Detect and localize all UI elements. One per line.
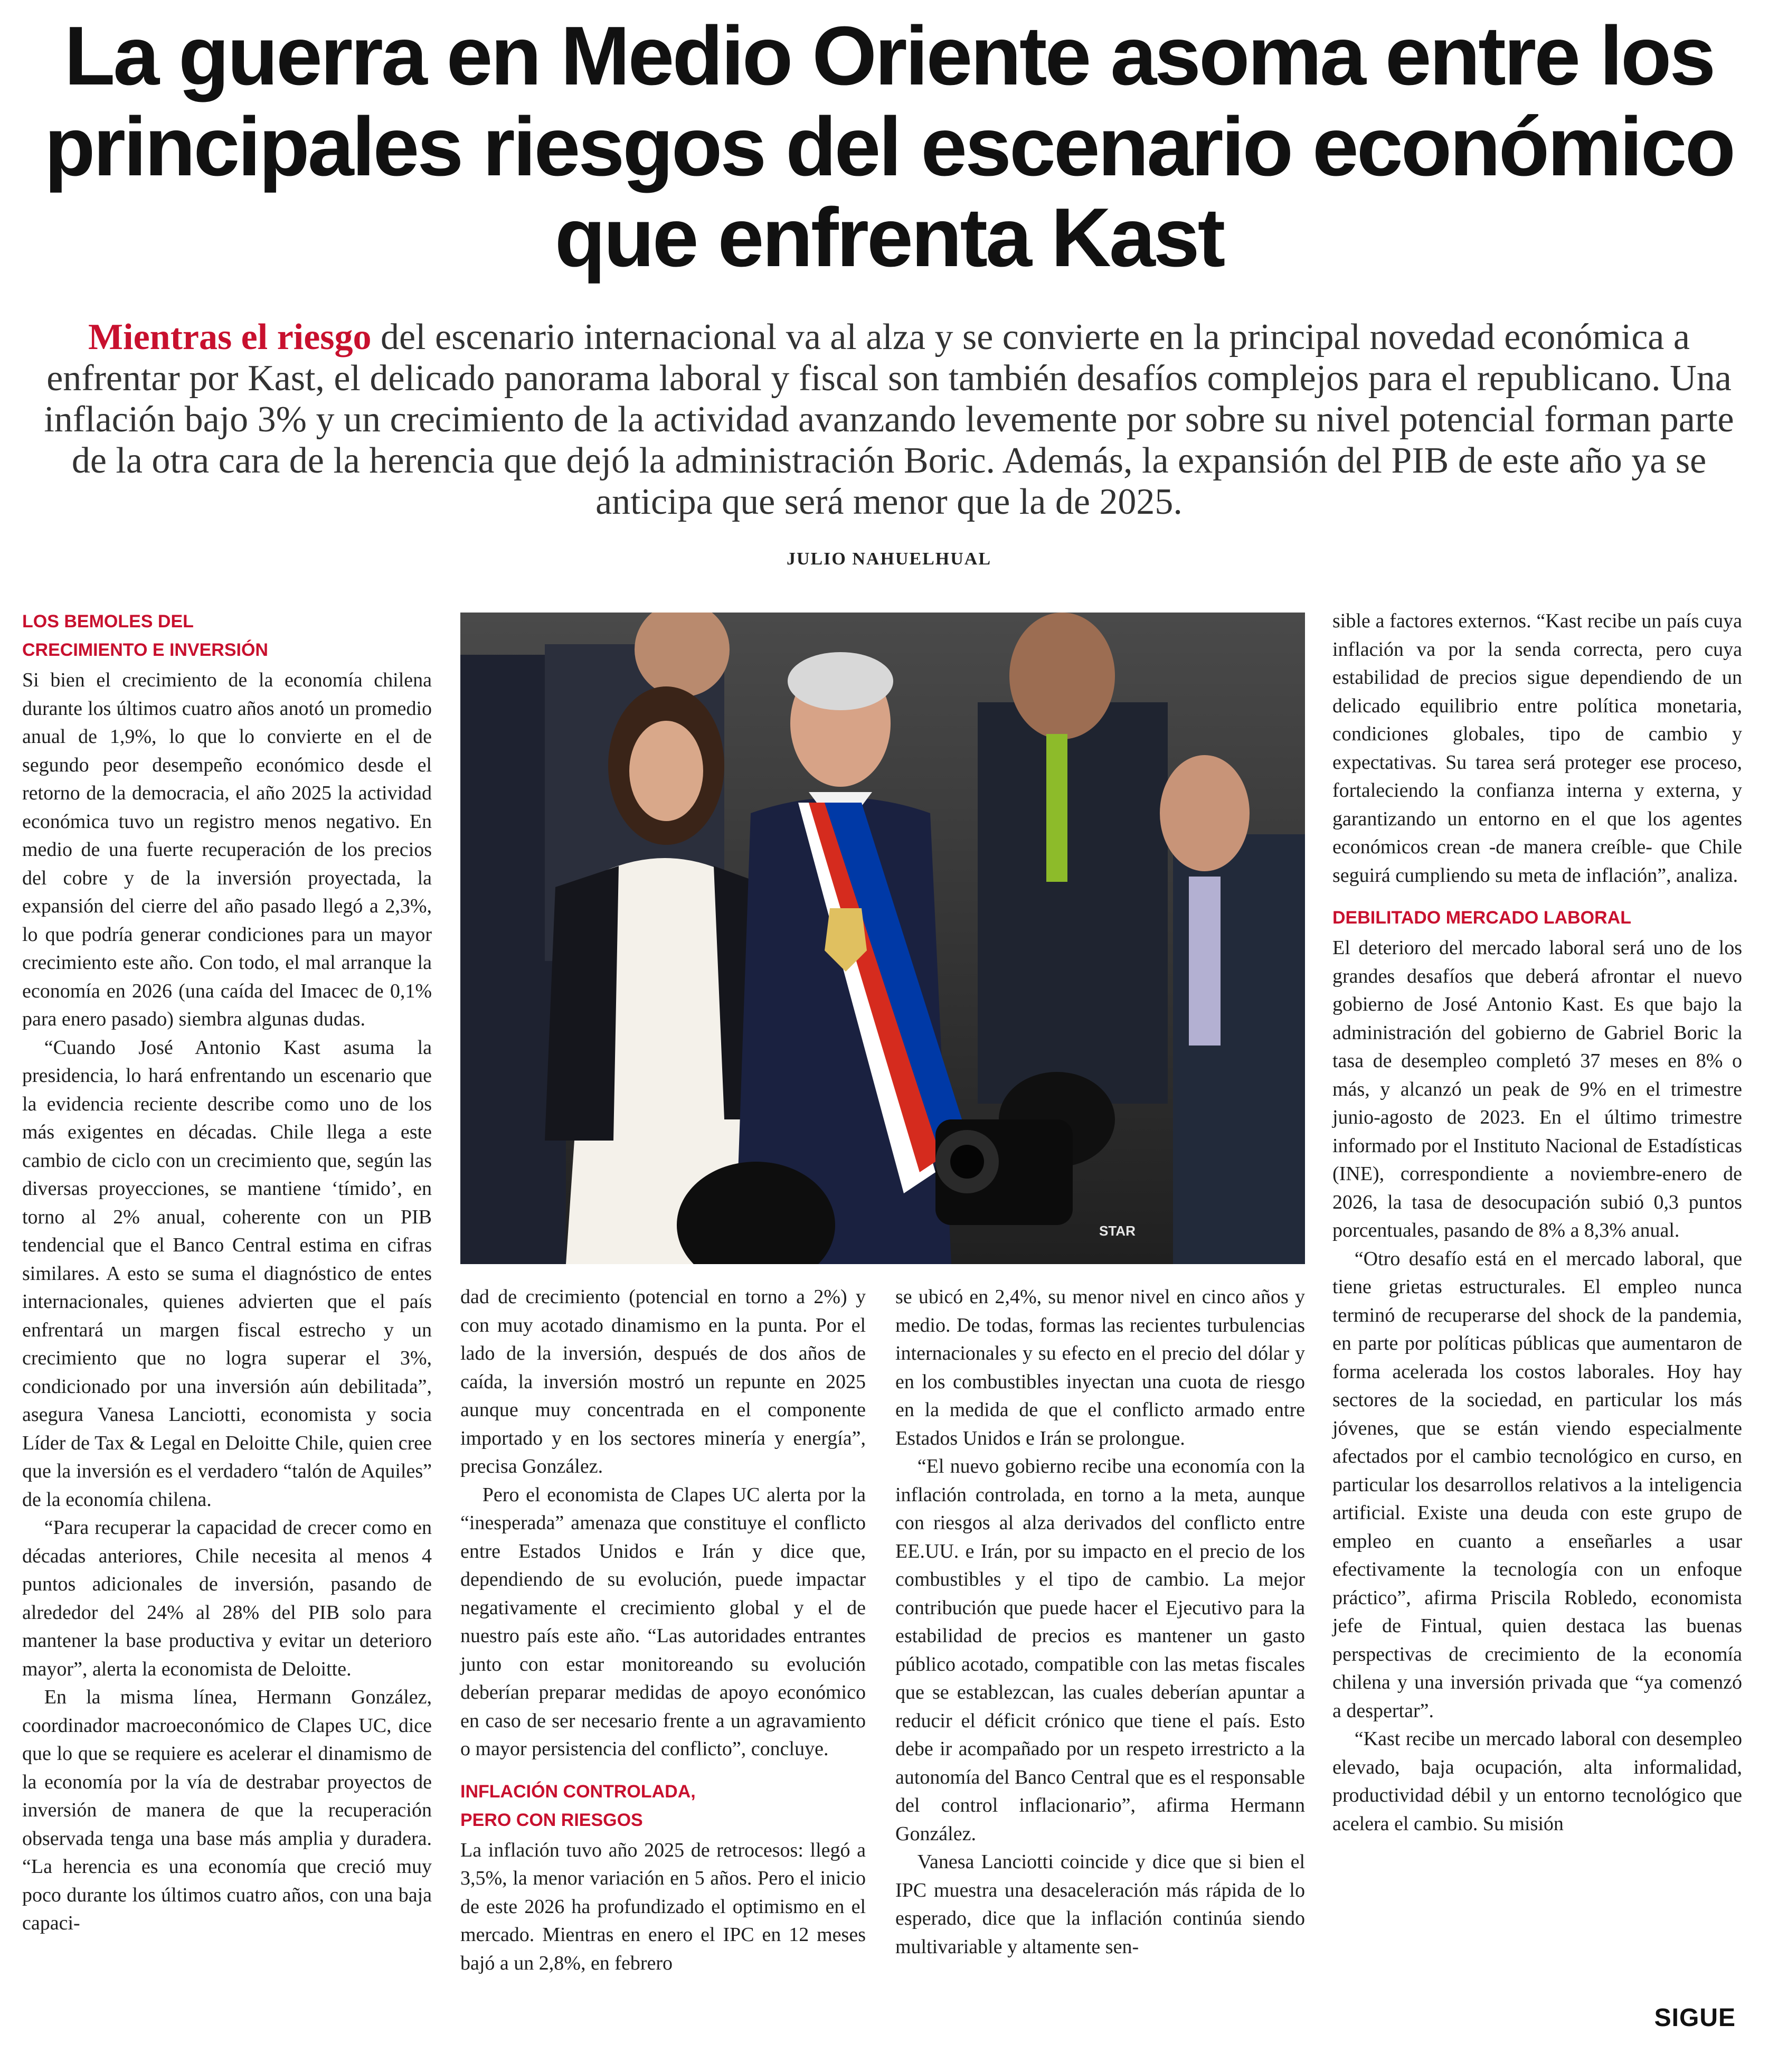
paragraph: La inflación tuvo año 2025 de retrocesos: llegó a 3,5%, la menor variación en 5 años. Pero el inicio de este 2026 ha profundizado el optimismo en el mercado. Mientras en enero el IPC en 12 meses bajó a un 2,8%, en febrero: [460, 1839, 866, 1974]
section-heading-line: PERO CON RIESGOS: [460, 1810, 643, 1830]
paragraph: sible a factores externos. “Kast recibe un país cuya inflación va por la senda correcta, pero cuya estabilidad de precios sigue dependiendo de un delicado equilibrio entre política monetaria, condiciones globales, tipo de cambio y expectativas. Su tarea será proteger ese proceso, fortaleciendo la confianza interna y externa, y garantizando un entorno en el que los agentes económicos crean -de manera creíble- que Chile seguirá cumpliendo su meta de inflación”, analiza.: [1332, 610, 1742, 887]
section-heading: [1332, 903, 1742, 932]
continues-label: SIGUE: [1654, 2004, 1736, 2032]
paragraph: dad de crecimiento (potencial en torno a 2%) y con muy acotado dinamismo en la punta. Por el lado de la inversión, después de dos años de caída, la inversión mostró un repunte en 2025 aunque muy concentrada en el componente importado y en los sectores minería y energía”, precisa González.: [460, 1286, 866, 1477]
headline-line: La guerra en Medio Oriente asoma entre los: [64, 10, 1714, 102]
paragraph: “Cuando José Antonio Kast asuma la presidencia, lo hará enfrentando un escenario que la evidencia reciente describe como uno de los más exigentes en décadas. Chile llega a este cambio de ciclo con un crecimiento que, según las diversas proyecciones, se mantiene ‘tímido’, en torno al 2% anual, coherente con un PIB tendencial que el Banco Central estima en cifras similares. A esto se suma el diagnóstico de entes internacionales, quienes advierten que el país enfrentará un margen fiscal estrecho y un crecimiento que no logra superar el 3%, condicionado por una inversión aún debilitada”, asegura Vanesa Lanciotti, economista y socia Líder de Tax & Legal en Deloitte Chile, quien cree que la inversión es el verdadero “talón de Aquiles” de la economía chilena.: [22, 1036, 432, 1511]
deck: [32, 317, 1746, 523]
photo-illustration: [460, 613, 1305, 1264]
section-heading: [22, 607, 432, 664]
paragraph: “Para recuperar la capacidad de crecer como en décadas anteriores, Chile necesita al menos 4 puntos adicionales de inversión, pasando de alrededor del 24% al 28% del PIB solo para mantener la base productiva y evitar un deterioro mayor”, alerta la economista de Deloitte.: [22, 1517, 432, 1680]
column-1: [22, 607, 432, 1938]
paragraph: “Otro desafío está en el mercado laboral, que tiene grietas estructurales. El empleo nunca terminó de recuperarse del shock de la pandemia, en parte por políticas públicas que aumentaron de forma acelerada los costos laborales. Hoy hay sectores de la sociedad, en particular los más jóvenes, que se están viendo especialmente afectados por el cambio tecnológico en curso, en particular los desarrollos relativos a la inteligencia artificial. Existe una deuda con este grupo de empleo en cuanto a enseñarles a usar efectivamente la tecnología con un enfoque práctico”, afirma Priscila Robledo, economista jefe de Fintual, quien destaca las buenas perspectivas de crecimiento de la economía chilena y una inversión privada que “ya comenzó a despertar”.: [1332, 1247, 1742, 1722]
paragraph: se ubicó en 2,4%, su menor nivel en cinco años y medio. De todas, formas las recientes turbulencias internacionales y su efecto en el precio del dólar y en los combustibles inyectan una cuota de riesgo en la medida de que el conflicto armado entre Estados Unidos e Irán se prolongue.: [895, 1286, 1305, 1449]
section-heading-line: CRECIMIENTO E INVERSIÓN: [22, 640, 268, 660]
section-heading-line: DEBILITADO MERCADO LABORAL: [1332, 908, 1631, 928]
deck-text: del escenario internacional va al alza y se convierte en la principal novedad económica a enfrentar por Kast, el delicado panorama laboral y fiscal son también desafíos complejos para el republicano. Una inflación bajo 3% y un crecimiento de la actividad avanzando levemente por sobre su nivel potencial forman parte de la otra cara de la herencia que dejó la administración Boric. Además, la expansión del PIB de este año ya se anticipa que será menor que la de 2025.: [44, 317, 1734, 522]
headline: [21, 11, 1757, 283]
section-heading: [460, 1777, 866, 1834]
paragraph: “Kast recibe un mercado laboral con desempleo elevado, baja ocupación, alta informalidad, productividad débil y un entorno tecnológico que acelera el cambio. Su misión: [1332, 1728, 1742, 1835]
paragraph: “El nuevo gobierno recibe una economía con la inflación controlada, en torno a la meta, aunque con riesgos al alza derivados del conflicto entre EE.UU. e Irán, por su impacto en el precio de los combustibles y el tipo de cambio. La mejor contribución que puede hacer el Ejecutivo para la estabilidad de precios es mantener un gasto público acotado, compatible con las metas fiscales que se establezcan, las cuales deberían apuntar a reducir el déficit crónico que tiene el país. Esto debe ir acompañado por un respeto irrestricto a la autonomía del Banco Central que es el responsable del control inflacionario”, afirma Hermann González.: [895, 1455, 1305, 1845]
section-gap: [1332, 890, 1742, 903]
article-photo: [460, 613, 1305, 1264]
section-heading-line: INFLACIÓN CONTROLADA,: [460, 1781, 696, 1802]
camera-label: STAR: [1099, 1223, 1136, 1239]
paragraph: En la misma línea, Hermann González, coordinador macroeconómico de Clapes UC, dice que lo que se requiere es acelerar el dinamismo de la economía por la vía de destrabar proyectos de inversión de manera de que la recuperación observada tenga una base más amplia y duradera. “La herencia es una economía que creció muy poco durante los últimos cuatro años, con una baja capaci-: [22, 1686, 432, 1934]
byline: JULIO NAHUELHUAL: [786, 549, 992, 569]
headline-line: que enfrenta Kast: [554, 191, 1224, 284]
paragraph: El deterioro del mercado laboral será uno de los grandes desafíos que deberá afrontar el nuevo gobierno de José Antonio Kast. Es que bajo la administración del gobierno de Gabriel Boric la tasa de desempleo completó 37 meses en 8% o más, y alcanzó un peak de 9% en el trimestre junio-agosto de 2023. En el último trimestre informado por el Instituto Nacional de Estadísticas (INE), correspondiente a noviembre-enero de 2026, la tasa de desocupación subió 0,3 puntos porcentuales, pasando de 8% a 8,3% anual.: [1332, 937, 1742, 1241]
section-heading-line: LOS BEMOLES DEL: [22, 611, 194, 632]
paragraph: Si bien el crecimiento de la economía chilena durante los últimos cuatro años anotó un promedio anual de 1,9%, lo que lo convierte en el de segundo peor desempeño económico desde el retorno de la democracia, el año 2025 la actividad económica tuvo un registro menos negativo. En medio de una fuerte recuperación de los precios del cobre y de la inversión proyectada, la expansión del cierre del año pasado llegó a 2,3%, lo que podría generar condiciones para un mayor crecimiento este año. Con todo, el mal arranque la economía en 2026 (una caída del Imacec de 0,1% para enero pasado) siembra algunas dudas.: [22, 669, 432, 1030]
section-gap: [460, 1764, 866, 1777]
paragraph: Vanesa Lanciotti coincide y dice que si bien el IPC muestra una desaceleración más rápida de lo esperado, dice que la inflación continúa siendo multivariable y altamente sen-: [895, 1851, 1305, 1958]
column-4: [1332, 607, 1742, 1838]
paragraph: Pero el economista de Clapes UC alerta por la “inesperada” amenaza que constituye el conflicto entre Estados Unidos e Irán y dice que, dependiendo de su evolución, puede impactar negativamente el crecimiento global y el de nuestro país este año. “Las autoridades entrantes junto con estar monitoreando su evolución deberían preparar medidas de apoyo económico en caso de ser necesario frente a un agravamiento o mayor persistencia del conflicto”, concluye.: [460, 1483, 866, 1760]
deck-lead: Mientras el riesgo: [88, 317, 372, 357]
column-3: [895, 1283, 1305, 1961]
column-2: [460, 1283, 866, 1977]
headline-line: principales riesgos del escenario económico: [44, 100, 1734, 193]
